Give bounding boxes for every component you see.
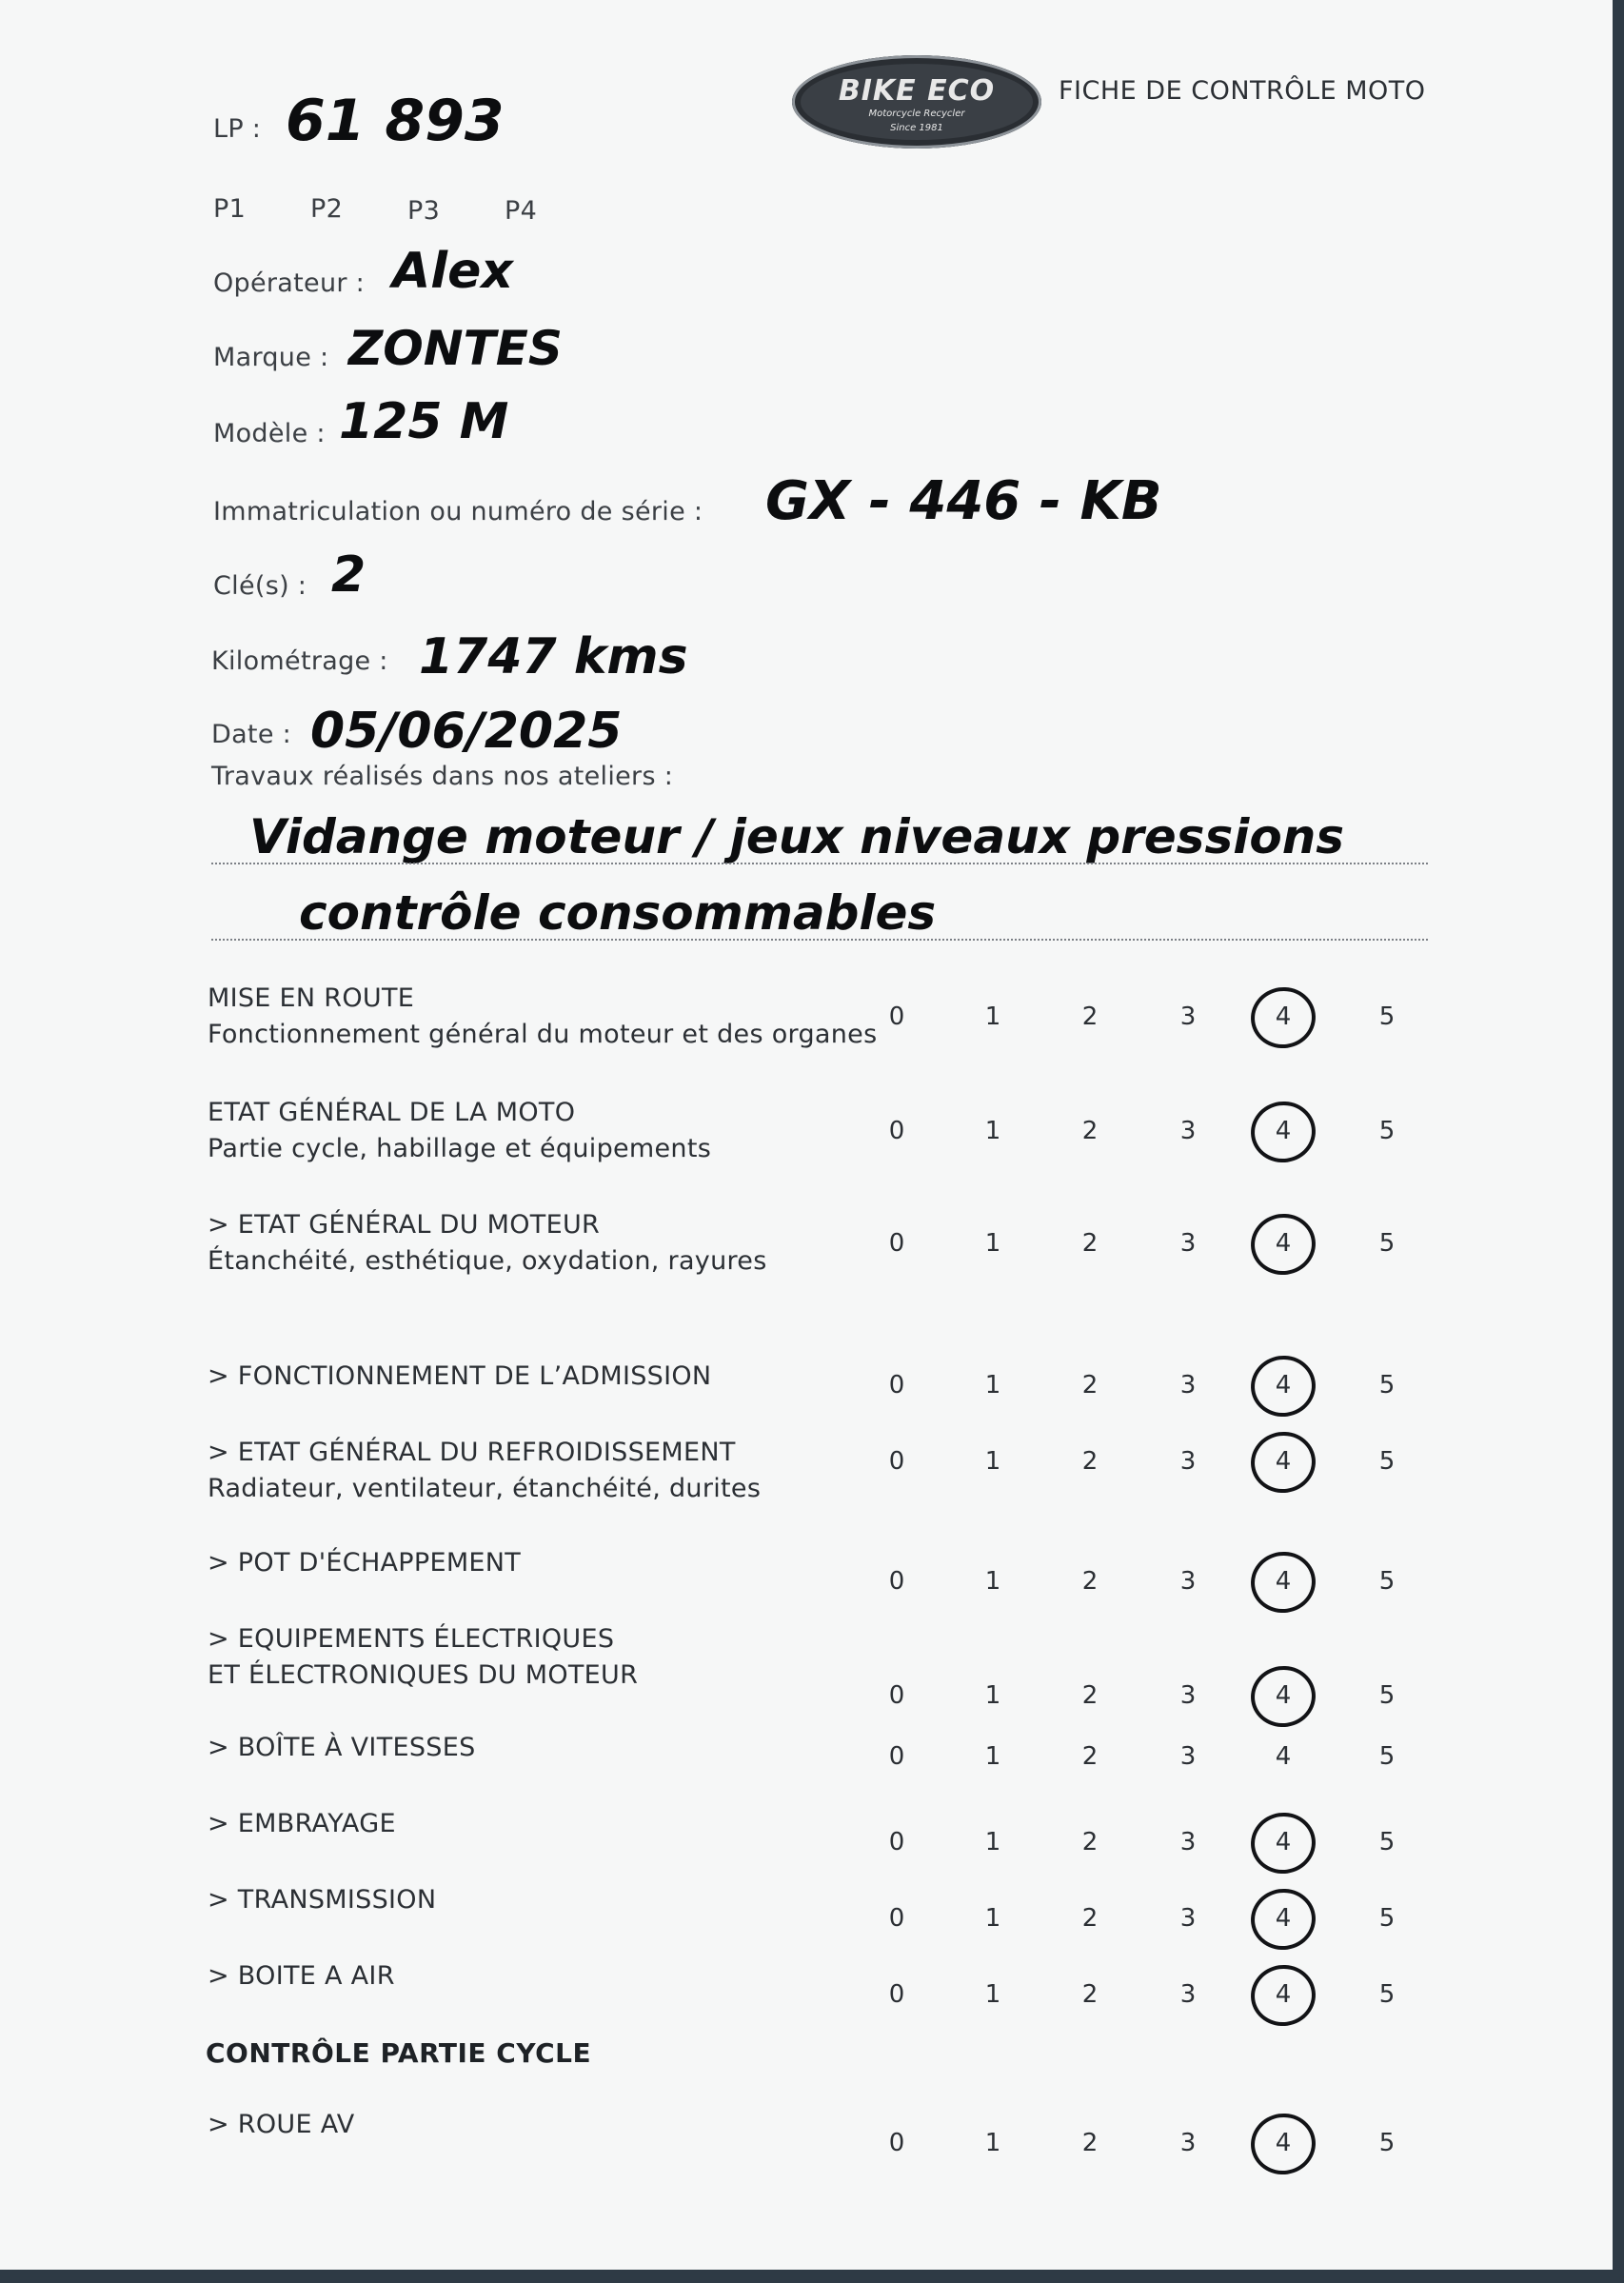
- score-option[interactable]: 2: [1081, 1980, 1099, 2009]
- score-option[interactable]: 1: [984, 1117, 1001, 1145]
- operateur-label: Opérateur :: [213, 268, 366, 298]
- score-option[interactable]: 2: [1081, 1904, 1099, 1933]
- logo-brand: BIKE ECO: [838, 74, 996, 108]
- score-option[interactable]: 2: [1081, 1117, 1099, 1145]
- score-option[interactable]: 0: [888, 2129, 905, 2157]
- cles-label: Clé(s) :: [213, 571, 307, 601]
- travaux-line-2: contrôle consommables: [299, 885, 937, 941]
- selected-score-circle: [1247, 1961, 1319, 2031]
- criterion-subtitle: ET ÉLECTRONIQUES DU MOTEUR: [208, 1660, 639, 1690]
- selected-score-circle: [1247, 1428, 1319, 1498]
- score-option[interactable]: 3: [1179, 1229, 1197, 1258]
- selected-score-circle: [1247, 1352, 1319, 1421]
- modele-value: 125 M: [339, 393, 509, 450]
- score-option[interactable]: 4: [1275, 1229, 1292, 1258]
- score-option[interactable]: 3: [1179, 1117, 1197, 1145]
- criterion-title: > BOITE A AIR: [208, 1961, 395, 1991]
- score-option[interactable]: 0: [888, 1742, 905, 1771]
- score-option[interactable]: 5: [1378, 1904, 1396, 1933]
- operateur-value: Alex: [392, 243, 513, 300]
- score-option[interactable]: 4: [1275, 1681, 1292, 1710]
- score-option[interactable]: 5: [1378, 1567, 1396, 1596]
- selected-score-circle: [1247, 1098, 1319, 1167]
- score-option[interactable]: 0: [888, 1447, 905, 1476]
- score-option[interactable]: 1: [984, 1742, 1001, 1771]
- score-option[interactable]: 2: [1081, 1447, 1099, 1476]
- score-option[interactable]: 4: [1275, 1567, 1292, 1596]
- travaux-line-1: Vidange moteur / jeux niveaux pressions: [249, 809, 1345, 864]
- selected-score-circle: [1247, 983, 1319, 1053]
- score-option[interactable]: 4: [1275, 1447, 1292, 1476]
- lp-value: 61 893: [286, 88, 505, 154]
- criterion-subtitle: Radiateur, ventilateur, étanchéité, durites: [208, 1474, 762, 1503]
- criterion-title: > BOÎTE À VITESSES: [208, 1733, 476, 1762]
- score-option[interactable]: 3: [1179, 1980, 1197, 2009]
- score-option[interactable]: 3: [1179, 1904, 1197, 1933]
- marque-label: Marque :: [213, 343, 329, 372]
- criterion-title: > FONCTIONNEMENT DE L’ADMISSION: [208, 1361, 712, 1391]
- score-option[interactable]: 1: [984, 2129, 1001, 2157]
- score-option[interactable]: 5: [1378, 1828, 1396, 1856]
- score-option[interactable]: 1: [984, 1904, 1001, 1933]
- travaux-dotted-line-1: [211, 863, 1428, 864]
- position-p2: P2: [310, 194, 344, 224]
- criterion-title: MISE EN ROUTE: [208, 983, 415, 1013]
- kilometrage-value: 1747 kms: [419, 628, 688, 685]
- score-option[interactable]: 0: [888, 1229, 905, 1258]
- criterion-subtitle: Fonctionnement général du moteur et des organes: [208, 1020, 878, 1049]
- selected-score-circle: [1247, 1210, 1319, 1280]
- score-option[interactable]: 0: [888, 1117, 905, 1145]
- score-option[interactable]: 4: [1275, 1371, 1292, 1400]
- score-option[interactable]: 0: [888, 1681, 905, 1710]
- score-option[interactable]: 2: [1081, 1828, 1099, 1856]
- score-option[interactable]: 5: [1378, 1117, 1396, 1145]
- score-option[interactable]: 2: [1081, 1229, 1099, 1258]
- score-option[interactable]: 4: [1275, 1828, 1292, 1856]
- score-option[interactable]: 0: [888, 1567, 905, 1596]
- modele-label: Modèle :: [213, 419, 326, 448]
- marque-value: ZONTES: [348, 321, 563, 376]
- criterion-title: > ROUE AV: [208, 2110, 355, 2139]
- selected-score-circle: [1247, 1662, 1319, 1732]
- travaux-label: Travaux réalisés dans nos ateliers :: [211, 762, 674, 791]
- selected-score-circle: [1247, 1885, 1319, 1955]
- logo-since: Since 1981: [890, 123, 943, 133]
- score-option[interactable]: 5: [1378, 1681, 1396, 1710]
- score-option[interactable]: 5: [1378, 1980, 1396, 2009]
- score-option[interactable]: 4: [1275, 1742, 1292, 1771]
- score-option[interactable]: 1: [984, 1828, 1001, 1856]
- immatriculation-value: GX - 446 - KB: [765, 470, 1162, 532]
- score-option[interactable]: 1: [984, 1980, 1001, 2009]
- score-option[interactable]: 4: [1275, 1980, 1292, 2009]
- score-option[interactable]: 3: [1179, 2129, 1197, 2157]
- score-option[interactable]: 1: [984, 1447, 1001, 1476]
- score-option[interactable]: 3: [1179, 1681, 1197, 1710]
- score-option[interactable]: 1: [984, 1371, 1001, 1400]
- lp-label: LP :: [213, 114, 262, 144]
- score-option[interactable]: 3: [1179, 1828, 1197, 1856]
- score-option[interactable]: 1: [984, 1567, 1001, 1596]
- score-option[interactable]: 5: [1378, 2129, 1396, 2157]
- criterion-title: > ETAT GÉNÉRAL DU REFROIDISSEMENT: [208, 1438, 736, 1467]
- score-option[interactable]: 3: [1179, 1003, 1197, 1031]
- date-label: Date :: [211, 720, 292, 749]
- score-option[interactable]: 2: [1081, 1742, 1099, 1771]
- cles-value: 2: [331, 546, 366, 604]
- score-option[interactable]: 5: [1378, 1742, 1396, 1771]
- position-p4: P4: [505, 196, 538, 226]
- score-option[interactable]: 2: [1081, 1681, 1099, 1710]
- criterion-title: > TRANSMISSION: [208, 1885, 437, 1915]
- score-option[interactable]: 1: [984, 1229, 1001, 1258]
- criterion-subtitle: Partie cycle, habillage et équipements: [208, 1134, 712, 1163]
- score-option[interactable]: 2: [1081, 2129, 1099, 2157]
- sheet-title: FICHE DE CONTRÔLE MOTO: [1059, 76, 1426, 106]
- criterion-subtitle: Étanchéité, esthétique, oxydation, rayures: [208, 1246, 767, 1276]
- criterion-title: ETAT GÉNÉRAL DE LA MOTO: [208, 1098, 576, 1127]
- logo-tagline: Motorcycle Recycler: [868, 109, 965, 119]
- criterion-title: > EMBRAYAGE: [208, 1809, 396, 1838]
- selected-score-circle: [1247, 1548, 1319, 1618]
- score-option[interactable]: 3: [1179, 1742, 1197, 1771]
- score-option[interactable]: 1: [984, 1003, 1001, 1031]
- score-option[interactable]: 5: [1378, 1229, 1396, 1258]
- score-option[interactable]: 3: [1179, 1567, 1197, 1596]
- score-option[interactable]: 4: [1275, 1904, 1292, 1933]
- criterion-title: > EQUIPEMENTS ÉLECTRIQUES: [208, 1624, 615, 1654]
- score-option[interactable]: 5: [1378, 1447, 1396, 1476]
- position-p3: P3: [407, 196, 441, 226]
- immatriculation-label: Immatriculation ou numéro de série :: [213, 497, 703, 526]
- score-option[interactable]: 0: [888, 1904, 905, 1933]
- score-option[interactable]: 0: [888, 1371, 905, 1400]
- criterion-title: > POT D'ÉCHAPPEMENT: [208, 1548, 522, 1578]
- score-option[interactable]: 2: [1081, 1003, 1099, 1031]
- score-option[interactable]: 2: [1081, 1567, 1099, 1596]
- kilometrage-label: Kilométrage :: [211, 646, 388, 676]
- score-option[interactable]: 5: [1378, 1003, 1396, 1031]
- score-option[interactable]: 1: [984, 1681, 1001, 1710]
- score-option[interactable]: 3: [1179, 1371, 1197, 1400]
- selected-score-circle: [1247, 2110, 1319, 2179]
- criterion-title: > ETAT GÉNÉRAL DU MOTEUR: [208, 1210, 601, 1240]
- selected-score-circle: [1247, 1809, 1319, 1878]
- score-option[interactable]: 3: [1179, 1447, 1197, 1476]
- date-value: 05/06/2025: [310, 703, 623, 760]
- score-option[interactable]: 0: [888, 1828, 905, 1856]
- score-option[interactable]: 0: [888, 1980, 905, 2009]
- travaux-dotted-line-2: [211, 939, 1428, 941]
- score-option[interactable]: 5: [1378, 1371, 1396, 1400]
- score-option[interactable]: 0: [888, 1003, 905, 1031]
- position-p1: P1: [213, 194, 247, 224]
- bike-eco-logo: [792, 55, 1041, 149]
- section-title-partie-cycle: CONTRÔLE PARTIE CYCLE: [206, 2037, 592, 2069]
- score-option[interactable]: 2: [1081, 1371, 1099, 1400]
- score-option[interactable]: 4: [1275, 2129, 1292, 2157]
- score-option[interactable]: 4: [1275, 1117, 1292, 1145]
- score-option[interactable]: 4: [1275, 1003, 1292, 1031]
